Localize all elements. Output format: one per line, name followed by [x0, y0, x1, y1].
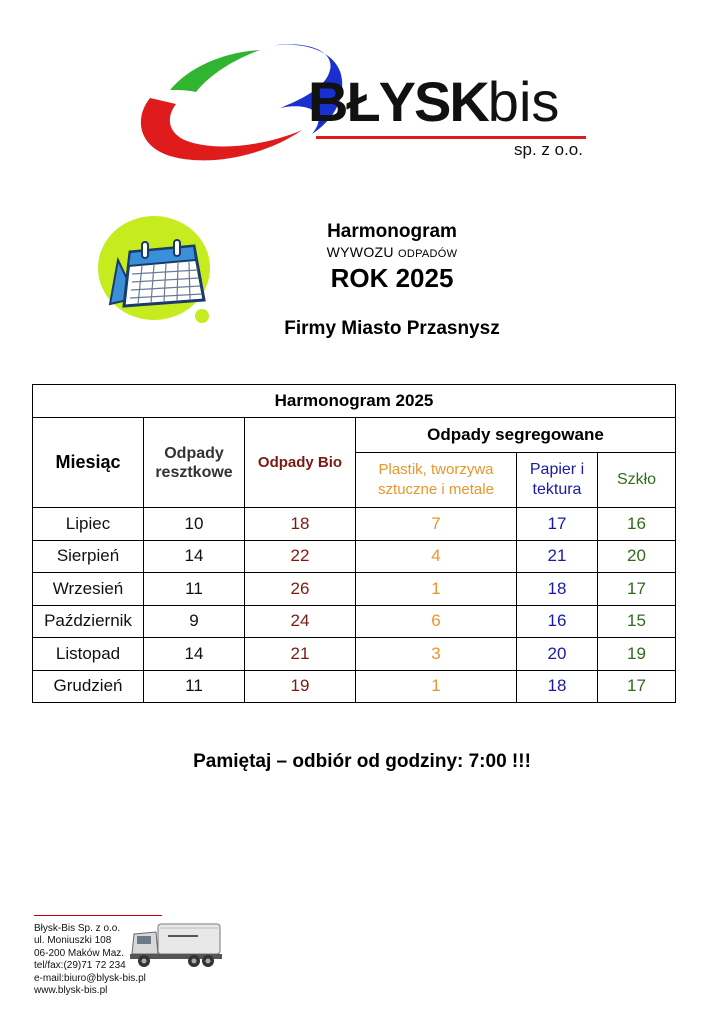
cell-month: Sierpień	[33, 540, 144, 573]
schedule-table	[32, 384, 676, 703]
logo-name-suffix: bis	[487, 70, 560, 133]
cell-month: Październik	[33, 605, 144, 638]
cell-month: Lipiec	[33, 508, 144, 541]
cell-plastic: 1	[356, 670, 517, 703]
logo-name: BŁYSK	[308, 70, 488, 133]
heading-subtitle-word1: WYWOZU	[326, 244, 394, 260]
cell-paper: 17	[517, 508, 598, 541]
cell-bio: 19	[245, 670, 356, 703]
footer-street: ul. Moniuszki 108	[34, 935, 112, 947]
header-residual	[144, 418, 245, 508]
table-title: Harmonogram 2025	[33, 385, 676, 418]
header-plastic-line2: sztuczne i metale	[378, 481, 494, 498]
cell-residual: 14	[144, 540, 245, 573]
table-row	[33, 638, 676, 671]
header-residual-line1: Odpady	[164, 444, 224, 462]
cell-residual: 11	[144, 573, 245, 606]
calendar-icon	[96, 212, 216, 328]
cell-plastic: 7	[356, 508, 517, 541]
header-bio: Odpady Bio	[245, 418, 356, 508]
cell-residual: 9	[144, 605, 245, 638]
cell-paper: 20	[517, 638, 598, 671]
cell-plastic: 4	[356, 540, 517, 573]
heading-subtitle	[232, 244, 552, 262]
cell-glass: 17	[598, 670, 676, 703]
cell-glass: 19	[598, 638, 676, 671]
pickup-time-reminder: Pamiętaj – odbiór od godziny: 7:00 !!!	[193, 751, 531, 772]
header-residual-line2: resztkowe	[155, 463, 233, 481]
cell-plastic: 1	[356, 573, 517, 606]
heading-year: ROK 2025	[330, 263, 454, 293]
cell-paper: 18	[517, 573, 598, 606]
cell-bio: 24	[245, 605, 356, 638]
cell-bio: 26	[245, 573, 356, 606]
cell-bio: 22	[245, 540, 356, 573]
header-segregated: Odpady segregowane	[356, 418, 676, 453]
cell-bio: 18	[245, 508, 356, 541]
cell-plastic: 3	[356, 638, 517, 671]
footer-web: www.blysk-bis.pl	[34, 985, 108, 997]
footer-company: Błysk-Bis Sp. z o.o.	[34, 923, 121, 934]
cell-residual: 14	[144, 638, 245, 671]
footer-phone: tel/fax:(29)71 72 234	[34, 960, 126, 972]
cell-bio: 21	[245, 638, 356, 671]
cell-glass: 17	[598, 573, 676, 606]
header-month: Miesiąc	[33, 418, 144, 508]
cell-month: Grudzień	[33, 670, 144, 703]
garbage-truck-icon	[128, 918, 224, 970]
table-row	[33, 508, 676, 541]
logo-wordmark	[308, 70, 560, 133]
table-row	[33, 573, 676, 606]
table-row	[33, 605, 676, 638]
cell-month: Listopad	[33, 638, 144, 671]
cell-paper: 18	[517, 670, 598, 703]
cell-month: Wrzesień	[33, 573, 144, 606]
heading-subtitle-word2: ODPADÓW	[397, 248, 458, 260]
header-plastic	[356, 453, 517, 508]
logo-subtitle: sp. z o.o.	[514, 140, 583, 159]
company-logo	[130, 38, 600, 168]
footer-email: e-mail:biuro@blysk-bis.pl	[34, 972, 146, 984]
header-paper-line1: Papier i	[529, 461, 585, 478]
cell-glass: 20	[598, 540, 676, 573]
footer-divider	[34, 915, 162, 916]
header-glass: Szkło	[598, 453, 676, 508]
table-row	[33, 540, 676, 573]
cell-paper: 21	[517, 540, 598, 573]
header-paper-line2: tektura	[532, 481, 582, 498]
header-paper	[517, 453, 598, 508]
cell-plastic: 6	[356, 605, 517, 638]
cell-glass: 16	[598, 508, 676, 541]
cell-paper: 16	[517, 605, 598, 638]
cell-residual: 10	[144, 508, 245, 541]
firm-name: Firmy Miasto Przasnysz	[284, 318, 500, 339]
footer-city: 06-200 Maków Maz.	[34, 947, 125, 959]
schedule-heading	[232, 220, 552, 294]
heading-title: Harmonogram	[327, 221, 457, 242]
cell-glass: 15	[598, 605, 676, 638]
header-plastic-line1: Plastik, tworzywa	[378, 461, 494, 478]
table-row	[33, 670, 676, 703]
cell-residual: 11	[144, 670, 245, 703]
